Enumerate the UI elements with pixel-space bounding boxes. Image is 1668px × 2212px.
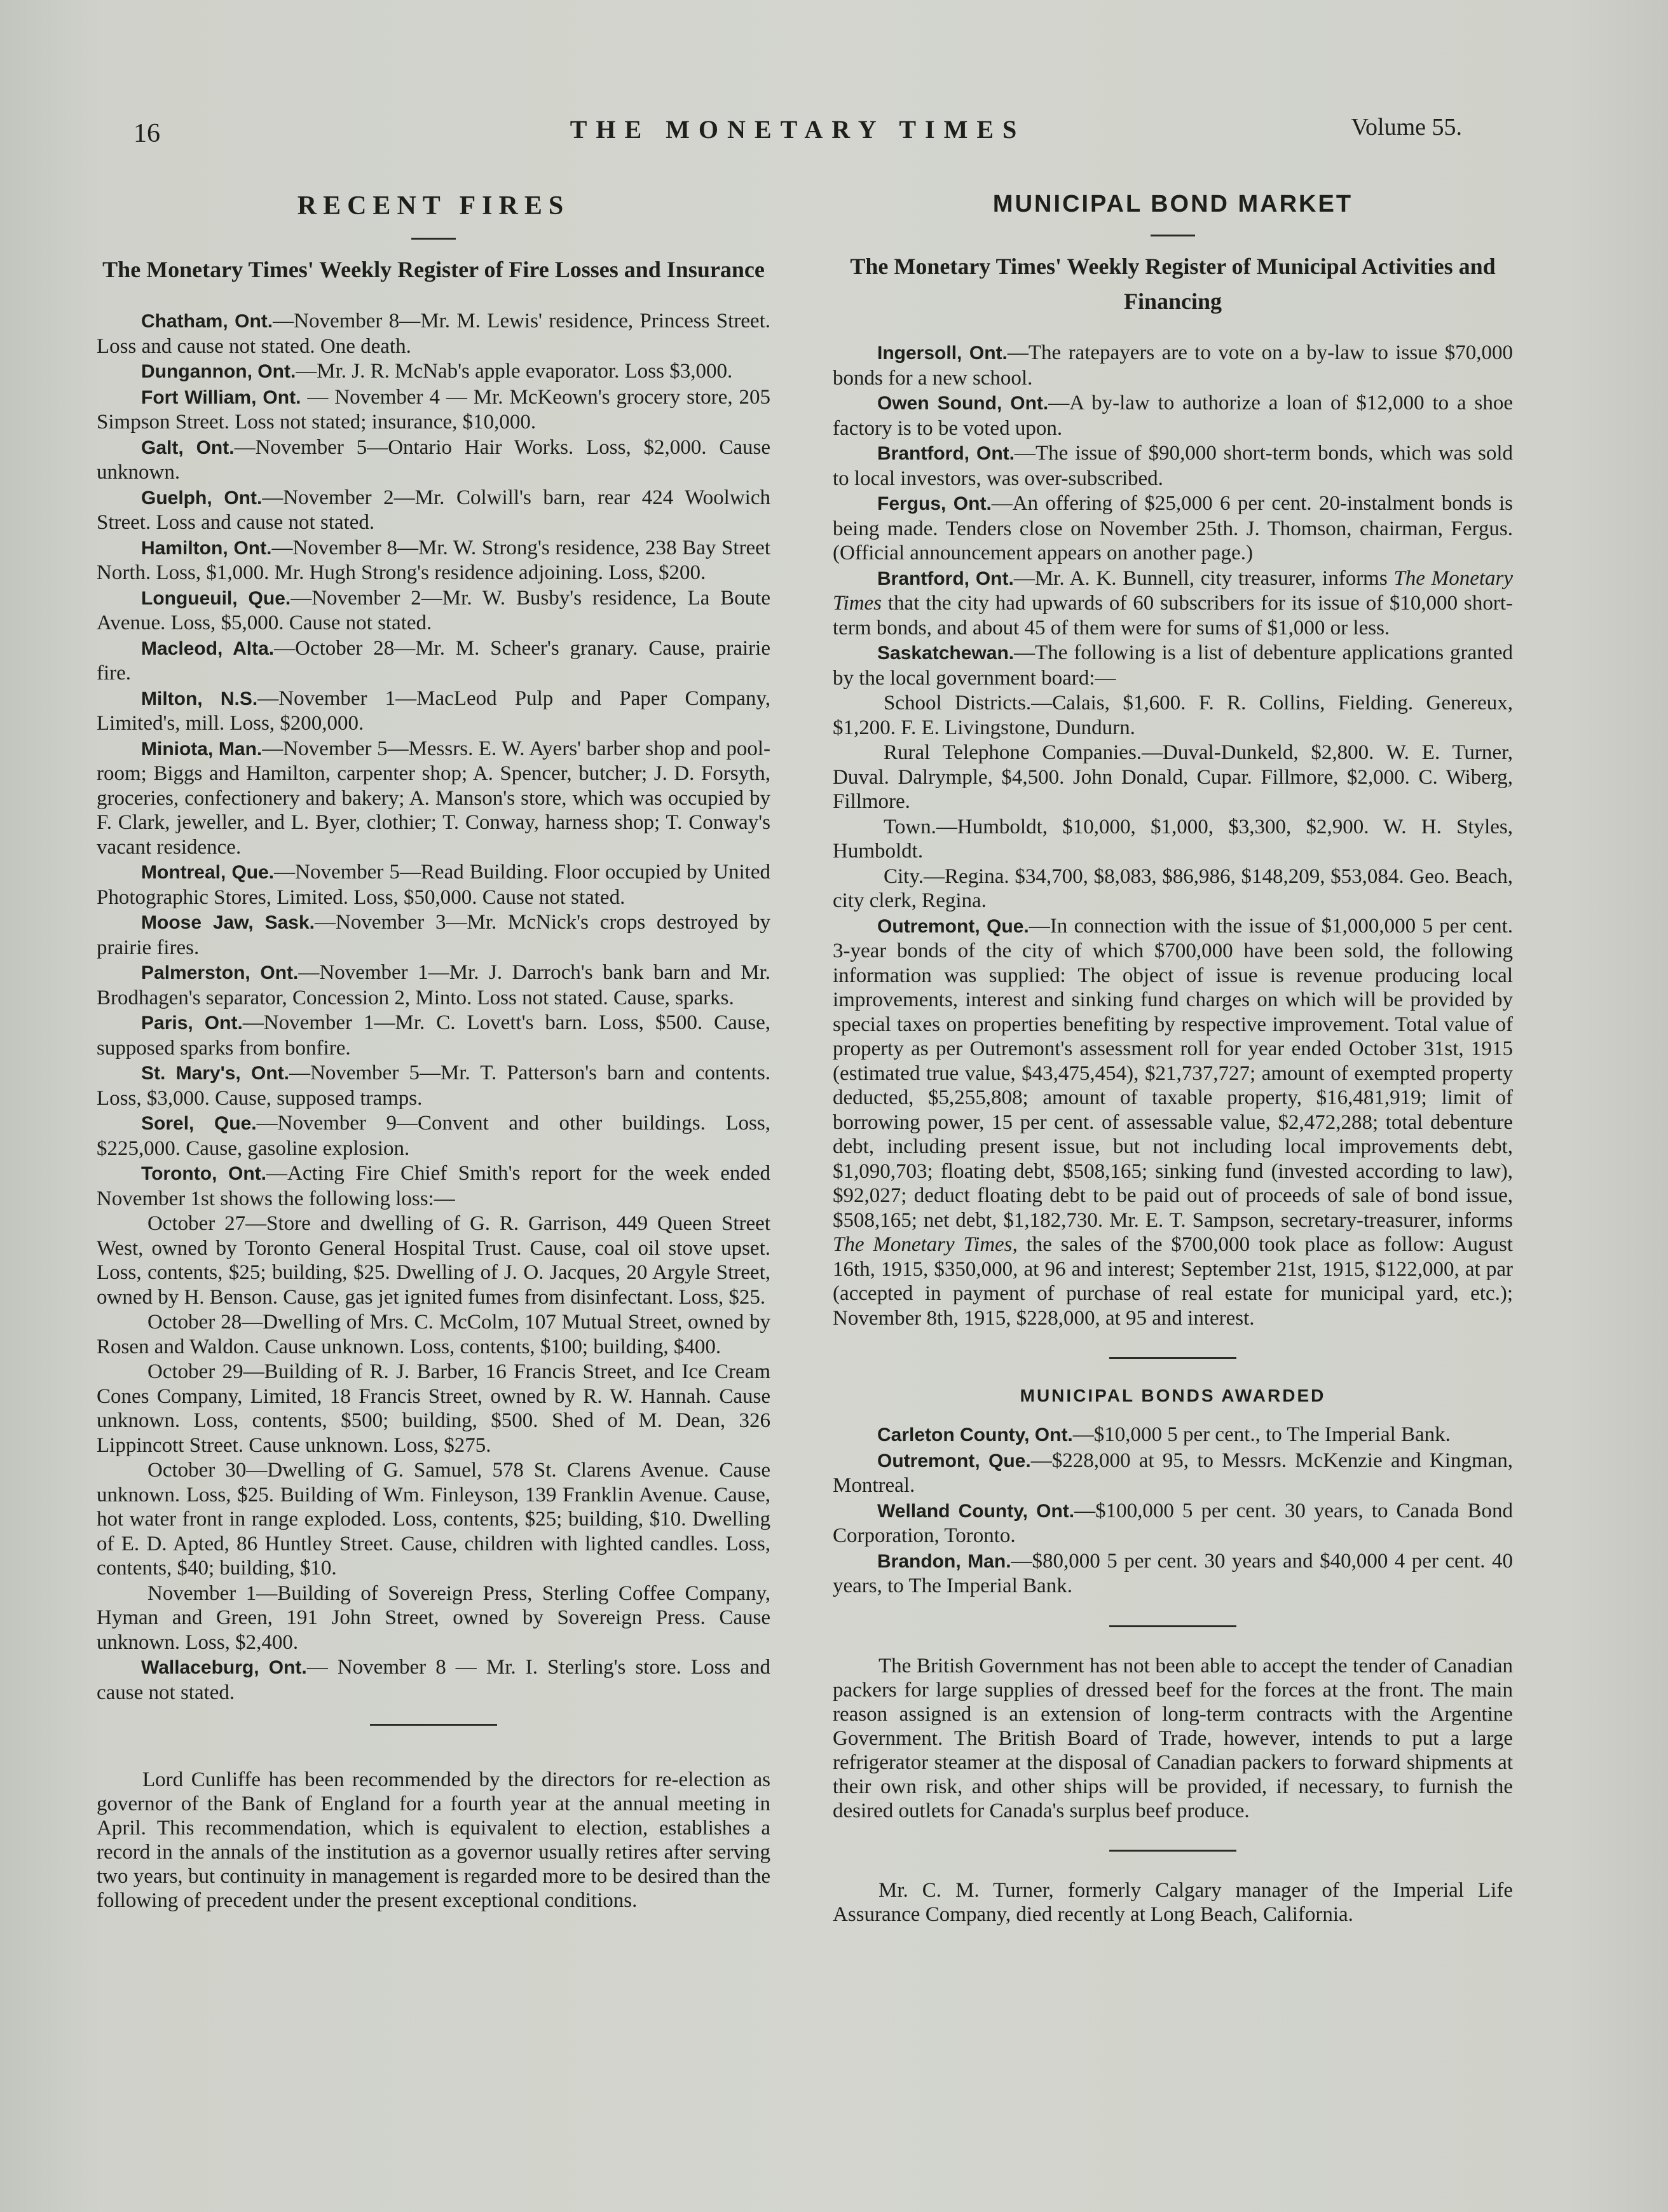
entry-text: —October 28—Mr. M. Scheer's granary. Cause, prairie fire. (97, 636, 770, 685)
fire-entry (97, 1161, 770, 1211)
entry-text: —November 1—MacLeod Pulp and Paper Company, Limited's, mill. Loss, $200,000. (97, 686, 770, 735)
entry-place: Palmerston, Ont. (141, 962, 299, 983)
entry-text: —$10,000 5 per cent., to The Imperial Bank. (1072, 1423, 1451, 1446)
entry-text: —November 5—Messrs. E. W. Ayers' barber shop and pool-room; Biggs and Hamilton, carpenter shop; A. Spencer, butcher; J. D. Forsyth, groceries, confectionery and bakery; A. Manson's store, which was occupied by F. Clark, jeweller, and L. Byer, clothier; T. Conway, harness shop; T. Conway's vacant residence. (97, 737, 770, 859)
entry-text: —Mr. J. R. McNab's apple evaporator. Loss $3,000. (296, 360, 733, 383)
fire-entry (97, 1061, 770, 1110)
awarded-entry (833, 1499, 1513, 1548)
entry-place: Paris, Ont. (141, 1013, 243, 1034)
publication-name: The Monetary Times, (833, 1233, 1018, 1256)
page-header (133, 113, 1462, 158)
fire-entry (97, 1111, 770, 1161)
entry-text: —The ratepayers are to vote on a by-law to issue $70,000 bonds for a new school. (833, 341, 1513, 390)
entry-place: Longueuil, Que. (141, 587, 291, 609)
toronto-detail: October 29—Building of R. J. Barber, 16 Francis Street, and Ice Cream Cones Company, Limited, 18 Francis Street, owned by R. W. Hannah. Cause unknown. Loss, contents, $500; building, $500. Shed of M. Dean, 326 Lippincott Street. Cause unknown. Loss, $275. (97, 1360, 770, 1457)
fire-entry (97, 435, 770, 485)
bond-entry (833, 641, 1513, 690)
toronto-detail: October 30—Dwelling of G. Samuel, 578 St. Clarens Avenue. Cause unknown. Loss, $25. Building of Wm. Finleyson, 139 Franklin Avenue. Cause, hot water front in range exploded. Loss, contents, $25; building, $10. Dwelling of E. D. Apted, 86 Huntley Street. Cause, children with lighted candles. Loss, contents, $40; building, $10. (97, 1459, 770, 1580)
entry-place: Wallaceburg, Ont. (141, 1657, 307, 1678)
entry-text: —The following is a list of debenture applications granted by the local government board:— (833, 641, 1513, 690)
entry-place: Moose Jaw, Sask. (141, 912, 315, 933)
volume-label: Volume 55. (1351, 114, 1462, 140)
entry-text: —Acting Fire Chief Smith's report for the week ended November 1st shows the following loss:— (97, 1162, 770, 1210)
entry-text: —Mr. A. K. Bunnell, city treasurer, informs (1013, 566, 1394, 590)
publication-name: The Monetary Times (833, 566, 1514, 615)
entry-place: Ingersoll, Ont. (877, 343, 1008, 364)
bond-market-heading: MUNICIPAL BOND MARKET (992, 191, 1353, 217)
bond-entry (833, 566, 1513, 641)
british-government-paragraph: The British Government has not been able to accept the tender of Canadian packers for large supplies of dressed beef for the forces at the front. The main reason assigned is an extension of long-term contracts with the Argentine Government. The British Board of Trade, however, intends to put a large refrigerator steamer at the disposal of Canadian packers to forward shipments at their own risk, and other ships will be provided, if necessary, to furnish the desired outlets for Canada's surplus beef produce. (833, 1654, 1513, 1822)
entry-text: that the city had upwards of 60 subscribers for its issue of $10,000 short-term bonds, and about 45 of them were for sums of $1,000 or less. (833, 592, 1513, 639)
entry-text: —A by-law to authorize a loan of $12,000 to a shoe factory is to be voted upon. (833, 392, 1513, 440)
toronto-detail: October 27—Store and dwelling of G. R. Garrison, 449 Queen Street West, owned by Toronto General Hospital Trust. Cause, coal oil stove upset. Loss, contents, $25; building, $25. Dwelling of J. O. Jacques, 20 Argyle Street, owned by H. Benson. Cause, gas jet ignited fumes from disinfectant. Loss, $25. (97, 1212, 770, 1309)
fire-entry (97, 1655, 770, 1705)
entry-place: Galt, Ont. (141, 437, 235, 458)
entry-place: Fergus, Ont. (877, 493, 992, 514)
bonds-subheading: The Monetary Times' Weekly Register of Municipal Activities and Financing (850, 254, 1496, 314)
entry-text: —The issue of $90,000 short-term bonds, which was sold to local investors, was over-subscribed. (833, 442, 1514, 490)
entry-text: —November 5—Mr. T. Patterson's barn and contents. Loss, $3,000. Cause, supposed tramps. (97, 1062, 770, 1110)
fire-entry (97, 586, 770, 636)
entry-text: —November 5—Read Building. Floor occupied by United Photographic Stores, Limited. Loss, $50,000. Cause not stated. (97, 861, 770, 909)
entry-place: Milton, N.S. (141, 688, 258, 709)
entry-place: Hamilton, Ont. (141, 537, 272, 559)
entry-text: —November 9—Convent and other buildings. Loss, $225,000. Cause, gasoline explosion. (97, 1112, 770, 1160)
sask-detail: City.—Regina. $34,700, $8,083, $86,986, $148,209, $53,084. Geo. Beach, city clerk, Regina. (833, 864, 1513, 912)
heading-rule (1151, 235, 1195, 236)
entry-place: Saskatchewan. (877, 643, 1015, 664)
fire-entry (97, 960, 770, 1010)
entry-text: —$80,000 5 per cent. 30 years and $40,000 4 per cent. 40 years, to The Imperial Bank. (833, 1549, 1513, 1597)
sask-detail: Town.—Humboldt, $10,000, $1,000, $3,300, $2,900. W. H. Styles, Humboldt. (833, 815, 1513, 863)
entry-text: — November 8 — Mr. I. Sterling's store. Loss and cause not stated. (97, 1656, 771, 1704)
municipal-bond-column (833, 184, 1513, 1927)
entry-place: Brantford, Ont. (877, 568, 1014, 589)
entry-place: Miniota, Man. (141, 738, 263, 760)
entry-place: Welland County, Ont. (877, 1500, 1075, 1522)
fire-entry (97, 385, 770, 435)
section-rule (1109, 1625, 1236, 1627)
entry-text: —November 1—Mr. C. Lovett's barn. Loss, $500. Cause, supposed sparks from bonfire. (97, 1011, 770, 1060)
entry-place: Toronto, Ont. (141, 1163, 266, 1184)
bond-entry (833, 914, 1513, 1331)
fire-entry (97, 860, 770, 910)
fire-entry (97, 309, 770, 358)
fire-entries (97, 309, 770, 1705)
awarded-entry (833, 1549, 1513, 1599)
entry-text: the sales of the $700,000 took place as follow: August 16th, 1915, $350,000, at 96 and interest; September 21st, 1915, $122,000, at par (accepted in payment of purchase of real estate for municipal yard, etc.); November 8th, 1915, $228,000, at 95 and interest. (833, 1233, 1513, 1330)
entry-place: Dungannon, Ont. (141, 361, 296, 382)
entry-text: —November 8—Mr. M. Lewis' residence, Princess Street. Loss and cause not stated. One death. (97, 310, 770, 358)
entry-place: Montreal, Que. (141, 862, 275, 883)
toronto-detail: October 28—Dwelling of Mrs. C. McColm, 107 Mutual Street, owned by Rosen and Waldon. Cause unknown. Loss, contents, $100; building, $400. (97, 1311, 770, 1358)
entry-place: Outremont, Que. (877, 915, 1029, 937)
fire-entry (97, 910, 770, 960)
section-rule (370, 1724, 497, 1726)
bond-entry (833, 491, 1513, 566)
awarded-entry (833, 1423, 1513, 1448)
entry-place: Outremont, Que. (877, 1450, 1031, 1471)
toronto-detail: November 1—Building of Sovereign Press, Sterling Coffee Company, Hyman and Green, 191 John Street, owned by Sovereign Press. Cause unknown. Loss, $2,400. (97, 1581, 770, 1654)
entry-text: —In connection with the issue of $1,000,000 5 per cent. 3-year bonds of the city of which $700,000 have been sold, the following information was supplied: The object of issue is revenue producing local improvements, interest and sinking fund charges on which will be provided by special taxes on properties benefiting by respective improvement. Total value of property as per Outremont's assessment roll for year ended October 31st, 1915 (estimated true value, $43,475,454), $21,737,727; amount of exempted property deducted, $5,255,808; amount of taxable property, $16,481,919; limit of borrowing power, 15 per cent. of assessable value, $2,472,288; total debenture debt, including present issue, but not including local improvements debt, $1,090,703; floating debt, $508,165; sinking fund (invested according to law), $92,027; deduct floating debt to be paid out of proceeds of sale of bond issue, $508,165; net debt, $1,182,730. Mr. E. T. Sampson, secretary-treasurer, informs (833, 914, 1513, 1232)
heading-rule (411, 238, 456, 240)
entry-text: —November 8—Mr. W. Strong's residence, 238 Bay Street North. Loss, $1,000. Mr. Hugh Strong's residence adjoining. Loss, $200. (97, 536, 770, 584)
recent-fires-heading: RECENT FIRES (297, 191, 570, 221)
fire-entry (97, 536, 770, 585)
sask-detail: School Districts.—Calais, $1,600. F. R. Collins, Fielding. Genereux, $1,200. F. E. Livingstone, Dundurn. (833, 692, 1513, 739)
entry-place: Macleod, Alta. (141, 638, 275, 659)
bonds-awarded-heading: MUNICIPAL BONDS AWARDED (1020, 1386, 1326, 1405)
bond-entry (833, 341, 1513, 390)
entry-text: — November 4 — Mr. McKeown's grocery store, 205 Simpson Street. Loss not stated; insurance, $10,000. (97, 385, 770, 434)
fire-entry (97, 359, 770, 385)
fire-entry (97, 737, 770, 860)
entry-text: —An offering of $25,000 6 per cent. 20-instalment bonds is being made. Tenders close on November 25th. J. Thomson, chairman, Fergus. (Official announcement appears on another page.) (833, 492, 1513, 564)
awarded-entry (833, 1449, 1513, 1498)
entry-place: St. Mary's, Ont. (141, 1063, 289, 1084)
fire-entry (97, 636, 770, 686)
section-rule (1109, 1357, 1236, 1359)
turner-paragraph: Mr. C. M. Turner, formerly Calgary manager of the Imperial Life Assurance Company, died recently at Long Beach, California. (833, 1878, 1513, 1926)
sask-detail: Rural Telephone Companies.—Duval-Dunkeld, $2,800. W. E. Turner, Duval. Dalrymple, $4,500. John Donald, Cupar. Fillmore, $2,000. C. Wiberg, Fillmore. (833, 741, 1513, 813)
entry-text: —November 2—Mr. W. Busby's residence, La Boute Avenue. Loss, $5,000. Cause not stated. (97, 586, 770, 634)
section-rule (1109, 1850, 1236, 1852)
fire-entry (97, 686, 770, 736)
entry-place: Sorel, Que. (141, 1113, 257, 1134)
entry-text: —November 2—Mr. Colwill's barn, rear 424 Woolwich Street. Loss and cause not stated. (97, 486, 770, 534)
entry-place: Chatham, Ont. (141, 311, 273, 332)
entry-text: —November 1—Mr. J. Darroch's bank barn and Mr. Brodhagen's separator, Concession 2, Minto. Loss not stated. Cause, sparks. (97, 961, 770, 1009)
entry-text: —$228,000 at 95, to Messrs. McKenzie and Kingman, Montreal. (833, 1449, 1513, 1497)
fires-subheading: The Monetary Times' Weekly Register of Fire Losses and Insurance (102, 257, 765, 282)
page-number: 16 (133, 119, 160, 148)
entry-place: Brandon, Man. (877, 1550, 1011, 1572)
entry-place: Carleton County, Ont. (877, 1424, 1073, 1445)
cunliffe-paragraph: Lord Cunliffe has been recommended by the directors for re-election as governor of the Bank of England for a fourth year at the annual meeting in April. This recommendation, which is equivalent to election, establishes a record in the annals of the institution as a governor usually retires after serving two years, but continuity in management is regarded more to be desired than the following of precedent under the present exceptional conditions. (97, 1768, 770, 1912)
entry-text: —November 5—Ontario Hair Works. Loss, $2,000. Cause unknown. (97, 435, 770, 484)
entry-place: Owen Sound, Ont. (877, 393, 1049, 414)
journal-title: THE MONETARY TIMES (570, 115, 1026, 144)
bond-entry (833, 391, 1513, 440)
fire-entry (97, 1011, 770, 1060)
bond-entry (833, 441, 1513, 491)
entry-place: Brantford, Ont. (877, 443, 1015, 464)
entry-text: —$100,000 5 per cent. 30 years, to Canada Bond Corporation, Toronto. (833, 1499, 1514, 1547)
recent-fires-column (97, 184, 770, 1913)
fire-entry (97, 486, 770, 535)
entry-text: —November 3—Mr. McNick's crops destroyed by prairie fires. (97, 911, 770, 959)
entry-place: Fort William, Ont. (141, 386, 301, 408)
entry-place: Guelph, Ont. (141, 487, 263, 509)
